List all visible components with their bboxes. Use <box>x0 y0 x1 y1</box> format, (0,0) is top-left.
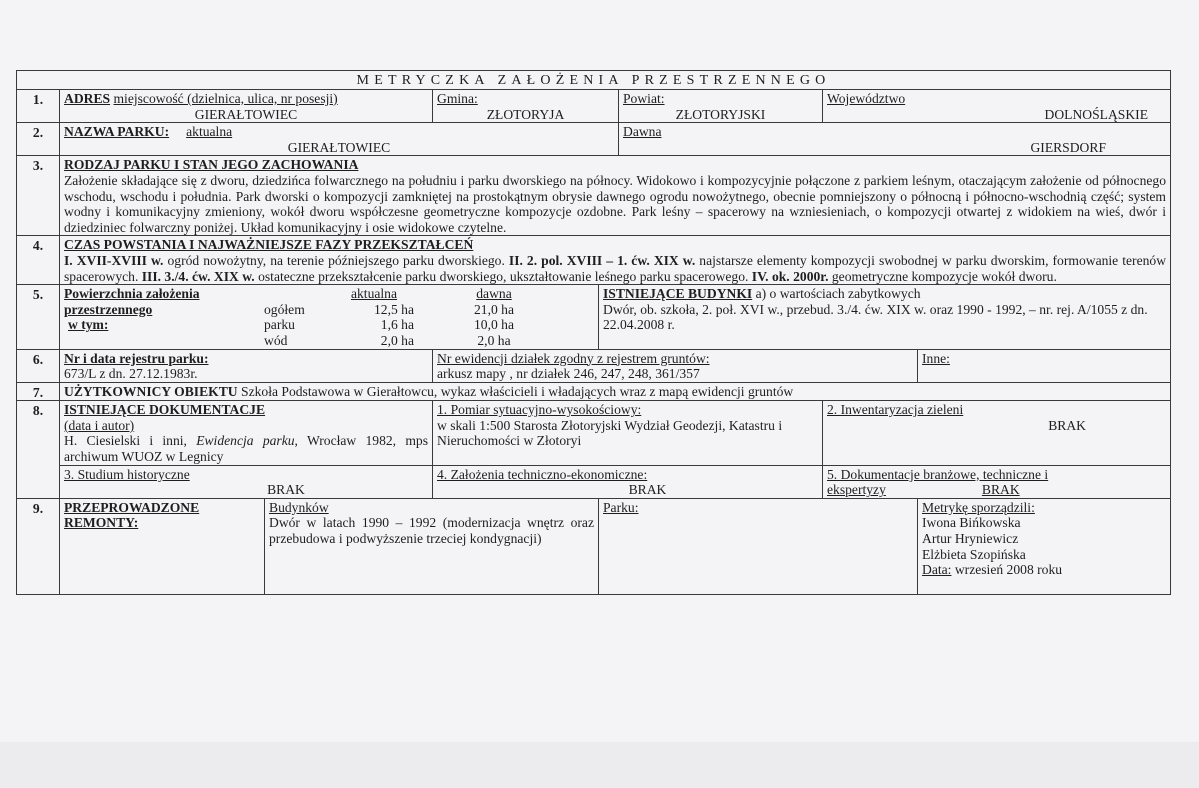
wojewodztwo-label: Województwo <box>827 91 906 106</box>
area-name: parku <box>264 317 295 333</box>
row-number: 7. <box>17 382 60 401</box>
tech-econ-value: BRAK <box>628 482 667 498</box>
register-label: Nr i data rejestru parku: <box>64 350 209 366</box>
tech-econ-label: 4. Założenia techniczno-ekonomiczne: <box>437 466 648 482</box>
former-name-value: GIERSDORF <box>1030 139 1107 155</box>
row-number: 1. <box>17 90 60 123</box>
buildings-hint: a) o wartościach zabytkowych <box>752 286 921 302</box>
area-grid <box>64 286 598 348</box>
row-7-users <box>17 382 1171 401</box>
row-1-address <box>17 90 1171 123</box>
area-current-value: 1,6 ha <box>380 317 414 333</box>
wojewodztwo-cell <box>823 90 1171 123</box>
name-former-cell <box>619 123 1171 156</box>
area-current-value: 12,5 ha <box>373 301 414 317</box>
greenery-value: BRAK <box>1048 417 1087 433</box>
branch-docs-label-2: ekspertyzy <box>827 482 886 498</box>
compiled-by-cell <box>918 498 1171 594</box>
docs-cell <box>60 401 433 465</box>
row-number: 3. <box>17 156 60 236</box>
author-name: Iwona Bińkowska <box>922 515 1021 531</box>
name-current-cell <box>60 123 619 156</box>
row-2-name <box>17 123 1171 156</box>
buildings-repairs-label: Budynków <box>269 499 329 515</box>
phase-4-heading: IV. ok. 2000r. <box>751 268 829 284</box>
branch-docs-value: BRAK <box>981 482 1020 498</box>
docs-source: , Wrocław 1982, mps archiwum WUOZ w Legnicy <box>64 433 428 465</box>
parcels-cell <box>433 349 918 382</box>
buildings-repairs-text: Dwór w latach 1990 – 1992 (modernizacja wnętrz oraz przebudowa i podwyższenie trzeciej kondygnacji) <box>269 515 594 547</box>
tech-econ-cell <box>433 465 823 498</box>
historical-study-label: 3. Studium historyczne <box>64 466 190 482</box>
docs-authors: H. Ciesielski i inni, <box>64 433 197 449</box>
scan-bottom-edge <box>0 742 1199 788</box>
area-label-2: przestrzennego <box>64 301 153 317</box>
docs-label: ISTNIEJĄCE DOKUMENTACJE <box>64 402 266 418</box>
register-cell <box>60 349 433 382</box>
repairs-label-cell <box>60 498 265 594</box>
date-label: Data: <box>922 562 952 578</box>
row-number: 5. <box>17 285 60 349</box>
park-type-text: Założenie składające się z dworu, dziedzińca folwarcznego na południu i parku dworskiego na północy. Widokowo i kompozycyjnie połączone z parkiem leśnym, otaczającym założenie od północnego wschodu, wschodu i południa. Park dworski o kompozycji zamkniętej na prostokątnym obrysie dawnego ogrodu nowożytnego, obecnie pomniejszony o północną i północno-wschodnią część; system wodny i komunikacyjny zmieniony, wokół dworu współczesne geometryczne kompozycje ozdobne. Park leśny – spacerowy na wzniesieniach, o kompozycji otwartej z widokiem na wieś, dwór i dziedziniec folwarczny poniżej. Układ komunikacyjny i osie widokowe czytelne. <box>64 172 1167 235</box>
row-8-documents-cont <box>17 465 1171 498</box>
area-name: wód <box>264 332 288 348</box>
users-label: UŻYTKOWNICY OBIEKTU <box>64 383 238 399</box>
other-label: Inne: <box>922 350 950 366</box>
other-cell <box>918 349 1171 382</box>
author-name: Artur Hryniewicz <box>922 531 1019 547</box>
metryczka-table <box>16 70 1171 595</box>
buildings-label: ISTNIEJĄCE BUDYNKI <box>603 286 753 302</box>
row-9-repairs <box>17 498 1171 594</box>
powiat-label: Powiat: <box>623 91 665 106</box>
phase-2-heading: II. 2. pol. XVIII – 1. ćw. XIX w. <box>508 252 696 268</box>
form-title: METRYCZKA ZAŁOŻENIA PRZESTRZENNEGO <box>17 71 1171 90</box>
phase-3-text: ostateczne przekształcenie parku dworskiego, ukształtowanie leśnego parku spacerowego. <box>254 268 752 284</box>
phase-3-heading: III. 3./4. ćw. XIX w. <box>141 268 255 284</box>
users-text: Szkoła Podstawowa w Gierałtowcu, wykaz właścicieli i władających wraz z mapą ewidencji gruntów <box>237 383 794 399</box>
row-number: 8. <box>17 401 60 499</box>
address-value: GIERAŁTOWIEC <box>194 106 298 122</box>
repairs-label-2: REMONTY: <box>64 515 139 531</box>
docs-title: Ewidencja parku <box>196 433 295 449</box>
phase-4-text: geometryczne kompozycje wokół dworu. <box>828 268 1057 284</box>
row-4-history <box>17 236 1171 285</box>
park-name-label: NAZWA PARKU: <box>64 124 170 140</box>
parcels-label: Nr ewidencji działek zgodny z rejestrem gruntów: <box>437 350 710 366</box>
area-name: ogółem <box>264 301 305 317</box>
greenery-cell <box>823 401 1171 465</box>
phase-1-heading: I. XVII-XVIII w. <box>64 252 164 268</box>
row-5-area <box>17 285 1171 349</box>
docs-text <box>64 433 428 464</box>
gmina-value: ZŁOTORYJA <box>486 106 565 122</box>
greenery-label: 2. Inwentaryzacja zieleni <box>827 402 964 418</box>
powiat-value: ZŁOTORYJSKI <box>675 106 766 122</box>
park-repairs-cell <box>599 498 918 594</box>
compiled-by-label: Metrykę sporządzili: <box>922 499 1035 515</box>
area-former-value: 21,0 ha <box>473 301 515 317</box>
branch-docs-label: 5. Dokumentacje branżowe, techniczne i <box>827 466 1049 482</box>
survey-label: 1. Pomiar sytuacyjno-wysokościowy: <box>437 402 642 418</box>
row-6-register <box>17 349 1171 382</box>
row-number: 4. <box>17 236 60 285</box>
address-cell <box>60 90 433 123</box>
parcels-value: arkusz mapy , nr działek 246, 247, 248, 361/357 <box>437 366 700 382</box>
current-name-label: aktualna <box>186 124 233 140</box>
row-number: 9. <box>17 498 60 594</box>
row-number: 2. <box>17 123 60 156</box>
gmina-cell <box>433 90 619 123</box>
address-hint: miejscowość (dzielnica, ulica, nr posesji) <box>113 91 338 106</box>
gmina-label: Gmina: <box>437 91 478 106</box>
park-type-label: RODZAJ PARKU I STAN JEGO ZACHOWANIA <box>64 157 359 173</box>
area-former-value: 2,0 ha <box>477 332 511 348</box>
date-value: wrzesień 2008 roku <box>951 562 1063 578</box>
phase-2-text: najstarsze elementy kompozycji swobodnej w parku dworskim, formowanie terenów spacerowych. <box>64 252 1167 284</box>
row-8-documents <box>17 401 1171 465</box>
area-col-current: aktualna <box>350 286 398 302</box>
survey-value: w skali 1:500 Starosta Złotoryjski Wydział Geodezji, Katastru i Nieruchomości w Złotoryi <box>437 417 783 449</box>
current-name-value: GIERAŁTOWIEC <box>287 139 391 155</box>
buildings-repairs-cell <box>265 498 599 594</box>
author-name: Elżbieta Szopińska <box>922 546 1026 562</box>
history-text <box>64 253 1166 284</box>
row-number: 6. <box>17 349 60 382</box>
phase-1-text: ogród nowożytny, na terenie późniejszego parku dworskiego. <box>163 252 509 268</box>
powiat-cell <box>619 90 823 123</box>
park-type-cell <box>60 156 1171 236</box>
historical-study-cell <box>60 465 433 498</box>
area-current-value: 2,0 ha <box>380 332 414 348</box>
repairs-label-1: PRZEPROWADZONE <box>64 499 200 515</box>
address-label: ADRES <box>64 91 111 106</box>
area-former-value: 10,0 ha <box>473 317 515 333</box>
survey-cell <box>433 401 823 465</box>
branch-docs-cell <box>823 465 1171 498</box>
area-label-3: w tym: <box>68 317 109 333</box>
users-cell <box>60 382 1171 401</box>
area-col-former: dawna <box>476 286 512 302</box>
park-repairs-label: Parku: <box>603 499 639 515</box>
history-label: CZAS POWSTANIA I NAJWAŻNIEJSZE FAZY PRZEKSZTAŁCEŃ <box>64 237 474 253</box>
area-label-1: Powierzchnia założenia <box>64 286 200 302</box>
historical-study-value: BRAK <box>267 482 305 498</box>
wojewodztwo-value: DOLNOŚLĄSKIE <box>1044 106 1149 122</box>
buildings-text: Dwór, ob. szkoła, 2. poł. XVI w., przebud. 3./4. ćw. XIX w. oraz 1990 - 1992, – nr. rej. A/1055 z dn. 22.04.2008 r. <box>603 301 1148 333</box>
docs-hint: (data i autor) <box>64 417 135 433</box>
area-cell <box>60 285 599 349</box>
register-value: 673/L z dn. 27.12.1983r. <box>64 366 198 382</box>
row-3-type <box>17 156 1171 236</box>
former-name-label: Dawna <box>623 124 662 140</box>
buildings-cell <box>599 285 1171 349</box>
history-cell <box>60 236 1171 285</box>
